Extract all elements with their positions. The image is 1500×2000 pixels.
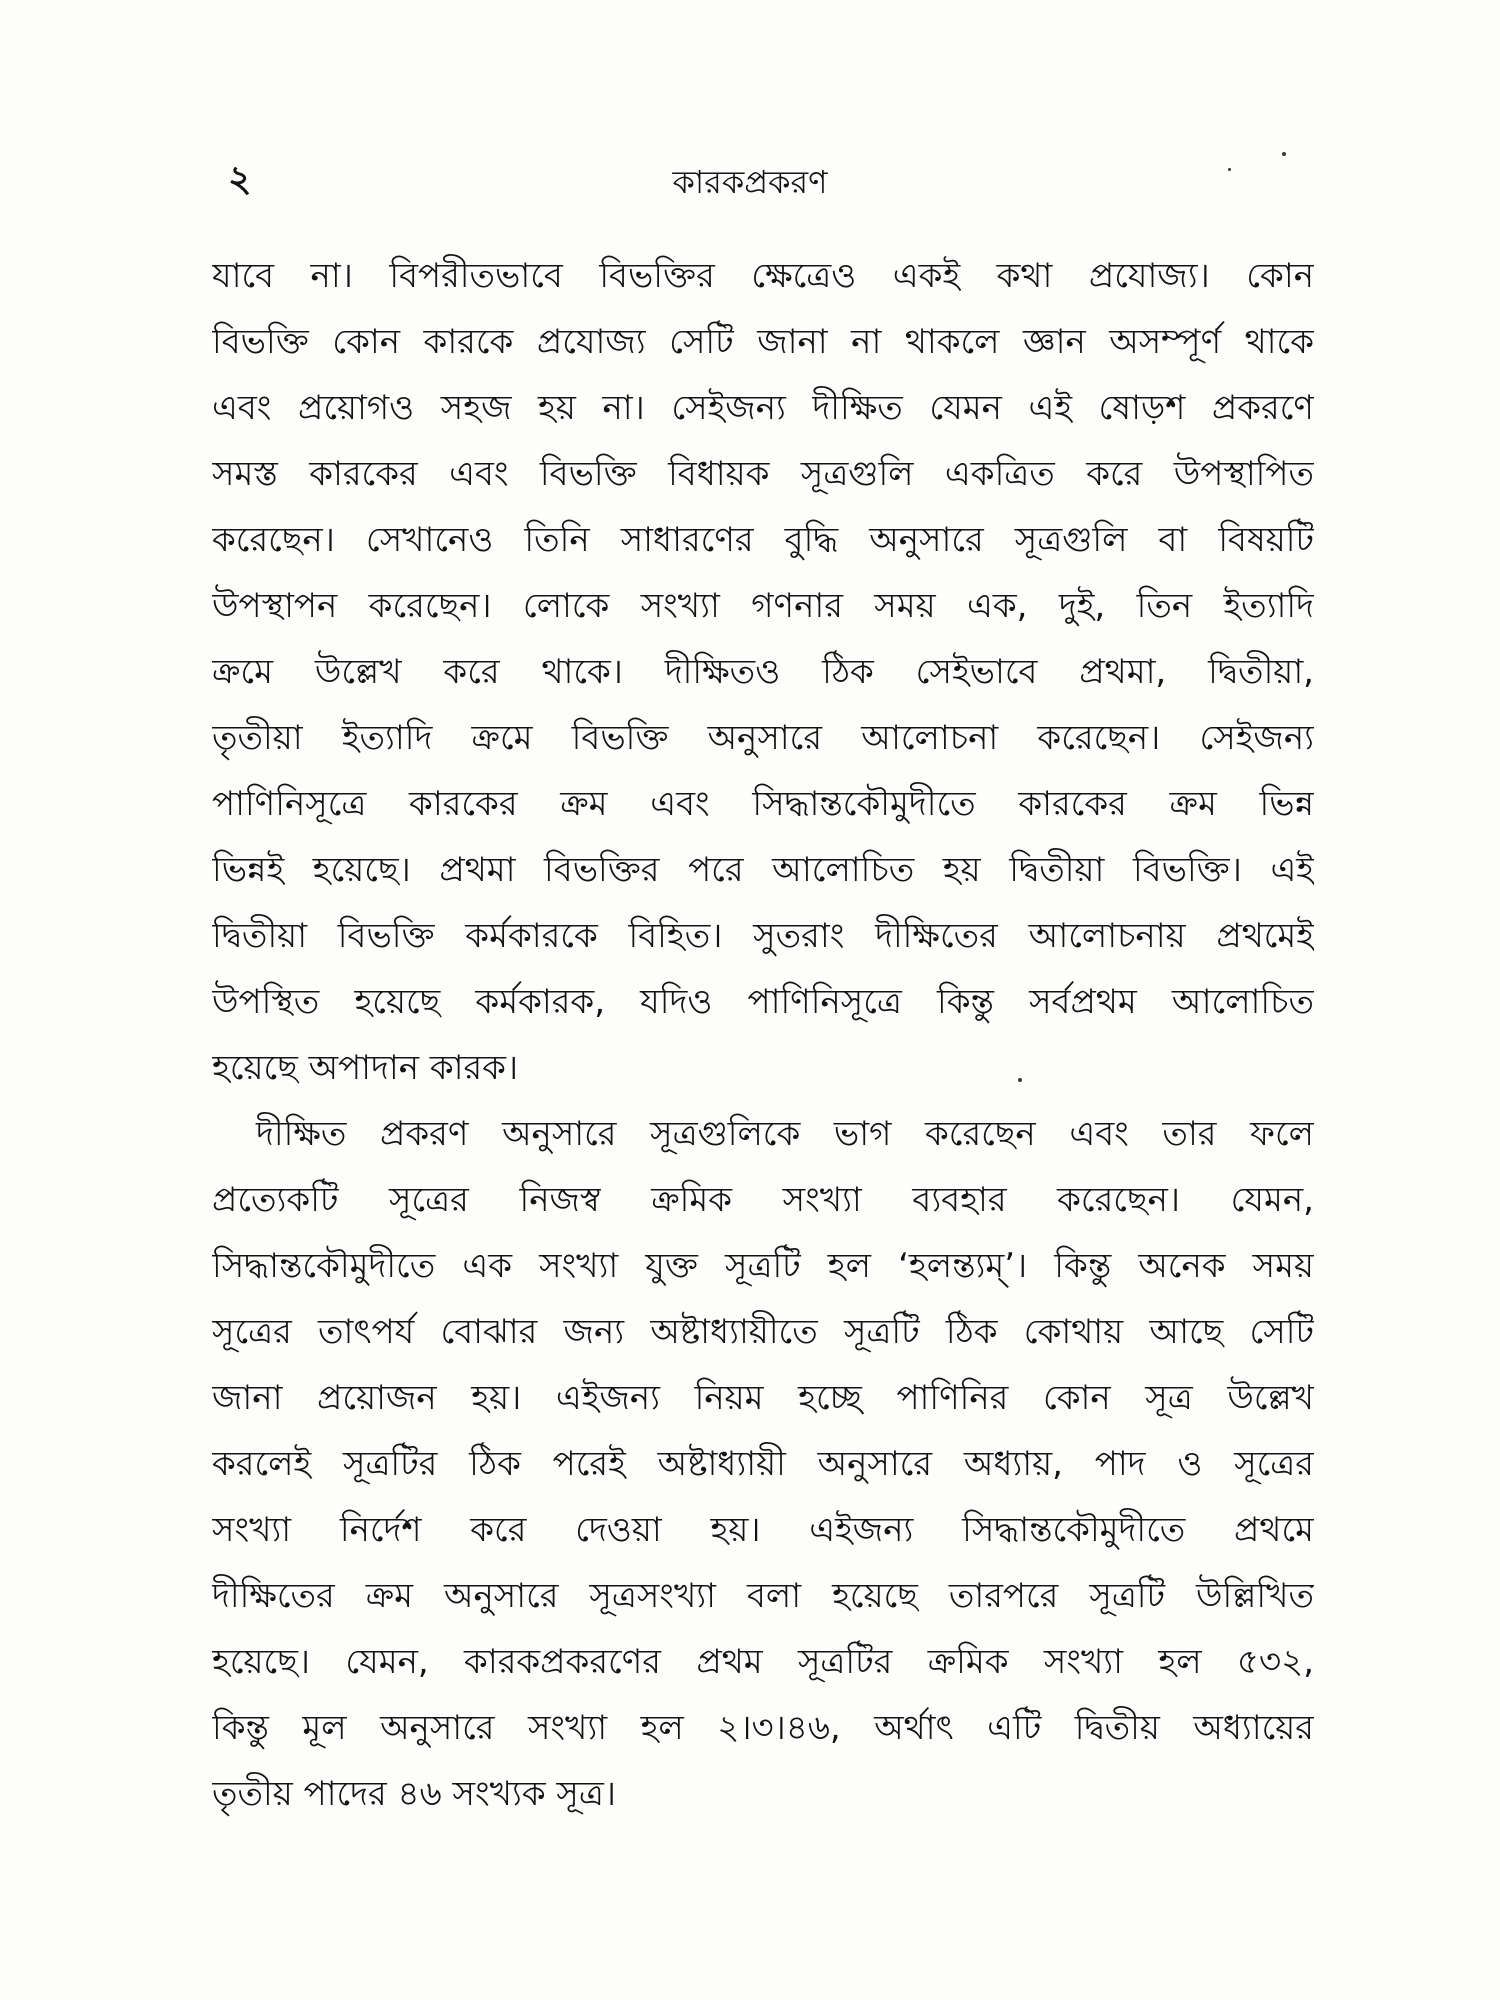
text-line: উপস্থিত হয়েছে কর্মকারক, যদিও পাণিনিসূত্রে কিন্তু সর্বপ্রথম আলোচিত [212, 982, 1314, 1022]
text-line: দীক্ষিতের ক্রম অনুসারে সূত্রসংখ্যা বলা হয়েছে তারপরে সূত্রটি উল্লিখিত [212, 1576, 1314, 1616]
body-text [212, 243, 1314, 1827]
text-line: উপস্থাপন করেছেন। লোকে সংখ্যা গণনার সময় এক, দুই, তিন ইত্যাদি [212, 586, 1314, 626]
text-line: তৃতীয় পাদের ৪৬ সংখ্যক সূত্র। [212, 1774, 617, 1814]
text-line: দ্বিতীয়া বিভক্তি কর্মকারকে বিহিত। সুতরাং দীক্ষিতের আলোচনায় প্রথমেই [212, 916, 1314, 956]
text-line: সংখ্যা নির্দেশ করে দেওয়া হয়। এইজন্য সিদ্ধান্তকৌমুদীতে প্রথমে [212, 1510, 1314, 1550]
text-line: হয়েছে অপাদান কারক। [212, 1048, 519, 1088]
text-line: কিন্তু মূল অনুসারে সংখ্যা হল ২।৩।৪৬, অর্থাৎ এটি দ্বিতীয় অধ্যায়ের [212, 1708, 1314, 1748]
text-line: তৃতীয়া ইত্যাদি ক্রমে বিভক্তি অনুসারে আলোচনা করেছেন। সেইজন্য [212, 718, 1314, 758]
text-line: করেছেন। সেখানেও তিনি সাধারণের বুদ্ধি অনুসারে সূত্রগুলি বা বিষয়টি [212, 520, 1314, 560]
page-number: ২ [228, 159, 252, 200]
text-line: যাবে না। বিপরীতভাবে বিভক্তির ক্ষেত্রেও একই কথা প্রযোজ্য। কোন [212, 256, 1314, 296]
paragraph-2 [212, 1101, 1314, 1827]
text-line: করলেই সূত্রটির ঠিক পরেই অষ্টাধ্যায়ী অনুসারে অধ্যায়, পাদ ও সূত্রের [212, 1444, 1314, 1484]
text-line: এবং প্রয়োগও সহজ হয় না। সেইজন্য দীক্ষিত যেমন এই ষোড়শ প্রকরণে [212, 388, 1314, 428]
text-line: জানা প্রয়োজন হয়। এইজন্য নিয়ম হচ্ছে পাণিনির কোন সূত্র উল্লেখ [212, 1378, 1314, 1418]
text-line: ভিন্নই হয়েছে। প্রথমা বিভক্তির পরে আলোচিত হয় দ্বিতীয়া বিভক্তি। এই [212, 850, 1314, 890]
text-line: দীক্ষিত প্রকরণ অনুসারে সূত্রগুলিকে ভাগ করেছেন এবং তার ফলে [256, 1114, 1314, 1154]
text-line: প্রত্যেকটি সূত্রের নিজস্ব ক্রমিক সংখ্যা ব্যবহার করেছেন। যেমন, [212, 1180, 1314, 1220]
text-line: বিভক্তি কোন কারকে প্রযোজ্য সেটি জানা না থাকলে জ্ঞান অসম্পূর্ণ থাকে [212, 322, 1314, 362]
text-line: সমস্ত কারকের এবং বিভক্তি বিধায়ক সূত্রগুলি একত্রিত করে উপস্থাপিত [212, 454, 1314, 494]
text-line: সিদ্ধান্তকৌমুদীতে এক সংখ্যা যুক্ত সূত্রটি হল ‘হলন্ত্যম্’। কিন্তু অনেক সময় [212, 1246, 1314, 1286]
paragraph-1 [212, 243, 1314, 1101]
text-line: পাণিনিসূত্রে কারকের ক্রম এবং সিদ্ধান্তকৌমুদীতে কারকের ক্রম ভিন্ন [212, 784, 1314, 824]
text-line: সূত্রের তাৎপর্য বোঝার জন্য অষ্টাধ্যায়ীতে সূত্রটি ঠিক কোথায় আছে সেটি [212, 1312, 1314, 1352]
text-line: ক্রমে উল্লেখ করে থাকে। দীক্ষিতও ঠিক সেইভাবে প্রথমা, দ্বিতীয়া, [212, 652, 1314, 692]
print-speck [1282, 152, 1286, 156]
text-line: হয়েছে। যেমন, কারকপ্রকরণের প্রথম সূত্রটির ক্রমিক সংখ্যা হল ৫৩২, [212, 1642, 1314, 1682]
running-head: কারকপ্রকরণ [672, 163, 828, 201]
